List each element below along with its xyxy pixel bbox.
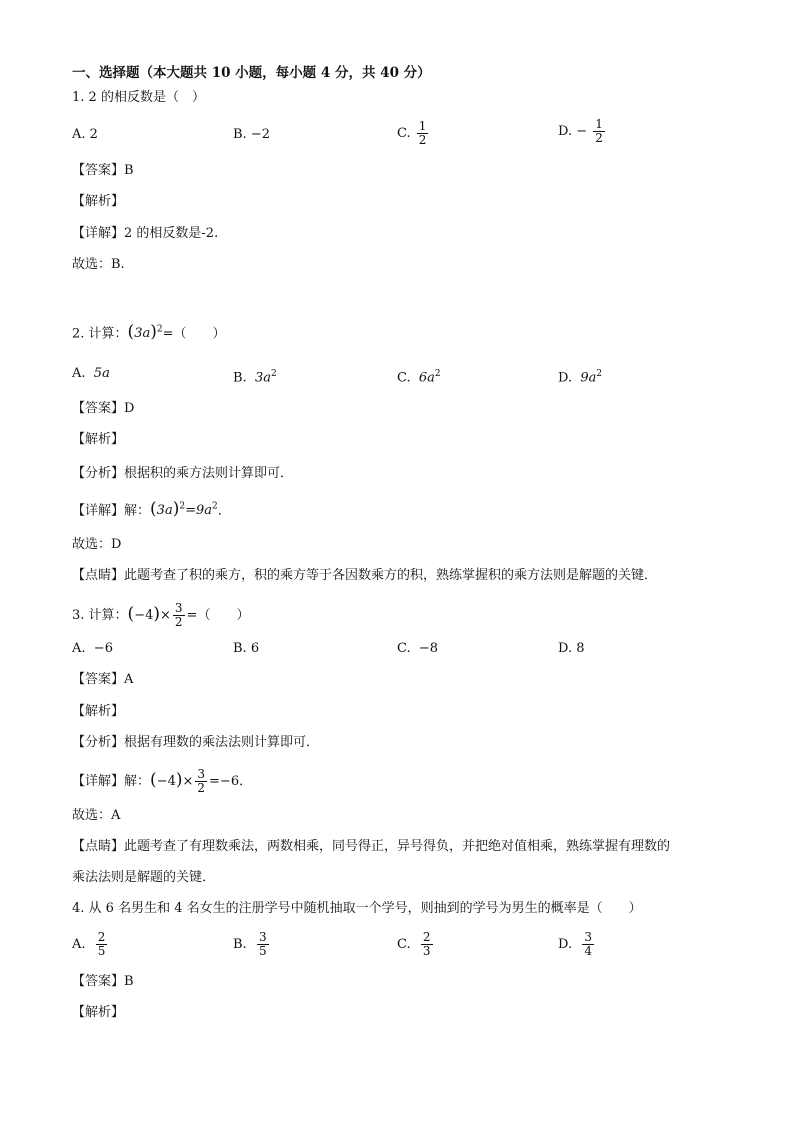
q3-analysis-label: 【解析】 [72, 704, 125, 719]
q4-answer: 【答案】B [72, 974, 134, 989]
q1-stem: 1. 2 的相反数是（ ） [72, 90, 205, 105]
q1-option-d: D. − $\frac{1}{2}$ [558, 117, 603, 145]
q4-option-c: C. $\frac{2}{3}$ [397, 930, 431, 958]
q3-comment-line2: 乘法法则是解题的关键． [72, 870, 216, 885]
fraction: $\frac{2}{3}$ [422, 930, 431, 958]
q2-option-a: A. 5a [72, 366, 110, 381]
q3-comment-line1: 【点睛】此题考查了有理数乘法，两数相乘，同号得正，异号得负，并把绝对值相乘，熟练掌握有理数的 [72, 839, 671, 854]
q3-detail: 【详解】解：(−4)× $\frac{3}{2}$ =−6． [72, 767, 253, 795]
q2-option-c: C. $6a^2$ [397, 369, 441, 386]
q1-detail: 【详解】2 的相反数是-2. [72, 226, 219, 241]
fraction: $\frac{1}{2}$ [595, 117, 603, 145]
q1-option-a: A. 2 [72, 127, 98, 142]
q2-option-b: B. $3a^2$ [233, 369, 277, 386]
section-title: 一、选择题（本大题共 10 小题，每小题 4 分，共 40 分） [72, 65, 431, 81]
q2-option-d: D. $9a^2$ [558, 369, 603, 386]
q1-choose: 故选：B. [72, 257, 125, 272]
q2-stem: 2. 计算：$(3a)^2=$（ ） [72, 322, 226, 343]
q2-choose: 故选：D [72, 537, 122, 552]
q2-analysis-label: 【解析】 [72, 432, 125, 447]
q3-option-d: D. 8 [558, 641, 585, 656]
q1-option-c: C. $\frac{1}{2}$ [397, 119, 427, 147]
fraction: $\frac{3}{2}$ [197, 767, 206, 795]
q4-option-b: B. $\frac{3}{5}$ [233, 930, 267, 958]
q2-detail: 【详解】解：$(3a)^2=9a^2$． [72, 499, 231, 520]
q3-stem: 3. 计算：(−4)× $\frac{3}{2}$ =（ ） [72, 601, 250, 629]
fraction: $\frac{3}{4}$ [584, 930, 592, 958]
q3-option-b: B. 6 [233, 641, 260, 656]
q3-answer: 【答案】A [72, 672, 134, 687]
fraction: $\frac{1}{2}$ [418, 119, 427, 147]
fraction: $\frac{2}{5}$ [97, 930, 106, 958]
q2-answer: 【答案】D [72, 401, 135, 416]
fraction: $\frac{3}{5}$ [258, 930, 267, 958]
fraction: $\frac{3}{2}$ [174, 601, 183, 629]
q4-option-a: A. $\frac{2}{5}$ [72, 930, 106, 958]
q2-comment: 【点睛】此题考查了积的乘方，积的乘方等于各因数乘方的积，熟练掌握积的乘方法则是解题的关键． [72, 568, 658, 583]
q4-analysis-label: 【解析】 [72, 1005, 125, 1020]
q1-option-b: B. −2 [233, 127, 270, 142]
q3-choose: 故选：A [72, 808, 121, 823]
q3-fenxi: 【分析】根据有理数的乘法法则计算即可． [72, 735, 320, 750]
q3-option-a: A. −6 [72, 641, 113, 656]
q1-analysis-label: 【解析】 [72, 194, 125, 209]
q1-answer: 【答案】B [72, 163, 134, 178]
q3-option-c: C. −8 [397, 641, 439, 656]
q4-stem: 4. 从 6 名男生和 4 名女生的注册学号中随机抽取一个学号，则抽到的学号为男生的概率是（ ） [72, 901, 642, 916]
q2-fenxi: 【分析】根据积的乘方法则计算即可． [72, 466, 294, 481]
q4-option-d: D. $\frac{3}{4}$ [558, 930, 592, 958]
